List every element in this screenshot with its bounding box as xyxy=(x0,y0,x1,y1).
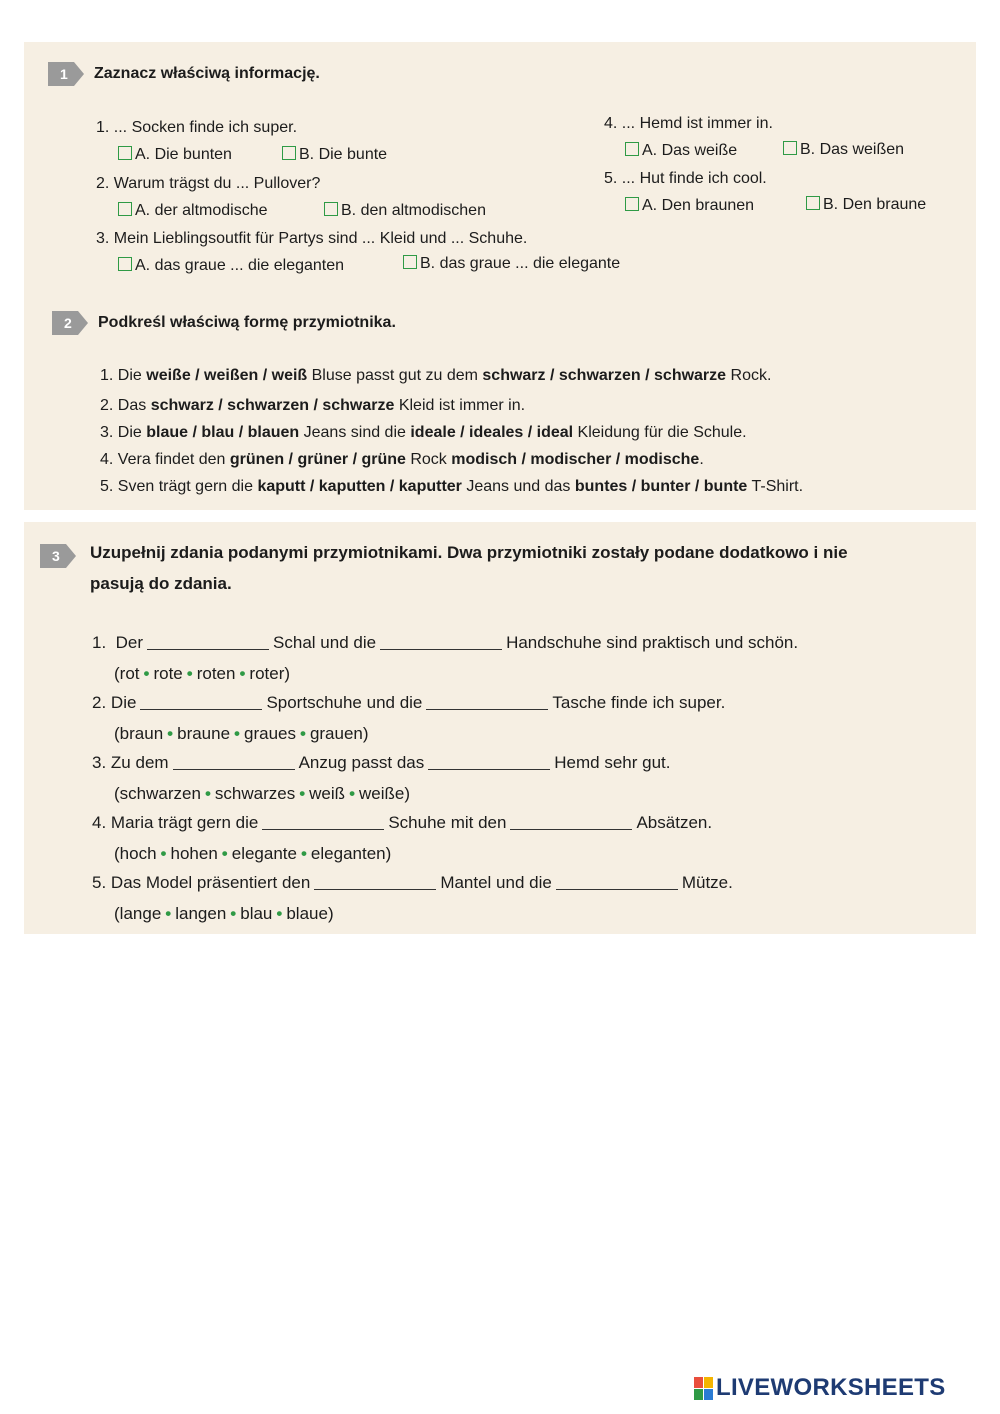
checkbox-icon[interactable] xyxy=(324,202,338,216)
ex1-q3-option-a[interactable]: A. das graue ... die eleganten xyxy=(118,255,344,277)
exercise-3-badge xyxy=(40,544,76,568)
ex3-s2-blank-1[interactable] xyxy=(140,693,262,710)
exercise-1-badge xyxy=(48,62,84,86)
ex2-s5-choice-2[interactable]: buntes / bunter / bunte xyxy=(574,478,748,495)
ex2-sentence-2: 2. Das schwarz / schwarzen / schwarze Kleid ist immer in. xyxy=(100,397,526,414)
ex3-sentence-2: 2. Die Sportschuhe und die Tasche finde ich super. xyxy=(92,693,726,712)
ex1-q1-option-b[interactable]: B. Die bunte xyxy=(282,144,387,166)
ex1-q2-option-b[interactable]: B. den altmodischen xyxy=(324,200,486,222)
checkbox-icon[interactable] xyxy=(118,202,132,216)
ex2-s3-choice-2[interactable]: ideale / ideales / ideal xyxy=(410,424,574,441)
ex3-s5-blank-1[interactable] xyxy=(314,873,436,890)
checkbox-icon[interactable] xyxy=(806,196,820,210)
ex3-s1-blank-1[interactable] xyxy=(147,633,269,650)
ex1-q5-option-b[interactable]: B. Den braune xyxy=(806,194,926,216)
ex2-s4-choice-1[interactable]: grünen / grüner / grüne xyxy=(229,451,406,468)
checkbox-icon[interactable] xyxy=(625,197,639,211)
ex3-sentence-1: 1. Der Schal und die Handschuhe sind praktisch und schön. xyxy=(92,633,799,652)
ex1-question-2: 2. Warum trägst du ... Pullover? xyxy=(96,175,321,192)
exercise-2-title: Podkreśl właściwą formę przymiotnika. xyxy=(98,314,396,331)
ex1-question-3: 3. Mein Lieblingsoutfit für Partys sind ... Kleid und ... Schuhe. xyxy=(96,230,528,247)
ex2-sentence-5: 5. Sven trägt gern die kaputt / kaputten / kaputter Jeans und das buntes / bunter / bunte T-Shirt. xyxy=(100,478,804,495)
ex1-q4-option-b[interactable]: B. Das weißen xyxy=(783,139,904,161)
ex2-s1-choice-2[interactable]: schwarz / schwarzen / schwarze xyxy=(482,367,727,384)
ex3-s5-blank-2[interactable] xyxy=(556,873,678,890)
ex3-s3-blank-2[interactable] xyxy=(428,753,550,770)
exercise-1-number: 1 xyxy=(60,66,68,82)
exercise-2-badge xyxy=(52,311,88,335)
ex3-s1-blank-2[interactable] xyxy=(380,633,502,650)
exercise-3-title-line-1: Uzupełnij zdania podanymi przymiotnikami. Dwa przymiotniki zostały podane dodatkowo i nie xyxy=(90,543,848,562)
checkbox-icon[interactable] xyxy=(403,255,417,269)
checkbox-icon[interactable] xyxy=(282,146,296,160)
ex3-sentence-5: 5. Das Model präsentiert den Mantel und die Mütze. xyxy=(92,873,733,892)
checkbox-icon[interactable] xyxy=(625,142,639,156)
ex3-s3-blank-1[interactable] xyxy=(173,753,295,770)
ex2-s4-choice-2[interactable]: modisch / modischer / modische xyxy=(451,451,700,468)
exercise-1-title: Zaznacz właściwą informację. xyxy=(94,65,320,82)
checkbox-icon[interactable] xyxy=(783,141,797,155)
ex2-sentence-1: 1. Die weiße / weißen / weiß Bluse passt gut zu dem schwarz / schwarzen / schwarze Rock. xyxy=(100,367,772,384)
checkbox-icon[interactable] xyxy=(118,257,132,271)
ex2-s1-choice-1[interactable]: weiße / weißen / weiß xyxy=(146,367,308,384)
ex2-s5-choice-1[interactable]: kaputt / kaputten / kaputter xyxy=(257,478,462,495)
ex1-q5-option-a[interactable]: A. Den braunen xyxy=(625,195,754,217)
ex3-s4-blank-1[interactable] xyxy=(262,813,384,830)
ex3-hint-1: (rot • rote • roten • roter) xyxy=(114,664,291,683)
ex3-hint-2: (braun • braune • graues • grauen) xyxy=(114,724,369,743)
ex1-question-1: 1. ... Socken finde ich super. xyxy=(96,119,298,136)
exercise-3-number: 3 xyxy=(52,548,60,564)
ex1-q3-option-b[interactable]: B. das graue ... die elegante xyxy=(403,253,620,275)
ex1-q1-option-a[interactable]: A. Die bunten xyxy=(118,144,232,166)
ex2-s2-choice-1[interactable]: schwarz / schwarzen / schwarze xyxy=(150,397,395,414)
ex1-question-5: 5. ... Hut finde ich cool. xyxy=(604,170,767,187)
ex1-q4-option-a[interactable]: A. Das weiße xyxy=(625,140,737,162)
ex3-s2-blank-2[interactable] xyxy=(426,693,548,710)
ex3-hint-4: (hoch • hohen • elegante • eleganten) xyxy=(114,844,392,863)
ex2-sentence-4: 4. Vera findet den grünen / grüner / grüne Rock modisch / modischer / modische. xyxy=(100,451,704,468)
ex2-sentence-3: 3. Die blaue / blau / blauen Jeans sind die ideale / ideales / ideal Kleidung für die Schule. xyxy=(100,424,747,441)
ex3-hint-3: (schwarzen • schwarzes • weiß • weiße) xyxy=(114,784,411,803)
ex3-sentence-4: 4. Maria trägt gern die Schuhe mit den Absätzen. xyxy=(92,813,713,832)
ex1-q2-option-a[interactable]: A. der altmodische xyxy=(118,200,268,222)
liveworksheets-logo-text: LIVEWORKSHEETS xyxy=(716,1374,946,1401)
exercise-3-title-line-2: pasują do zdania. xyxy=(90,574,232,593)
ex2-s3-choice-1[interactable]: blaue / blau / blauen xyxy=(146,424,300,441)
ex1-question-4: 4. ... Hemd ist immer in. xyxy=(604,115,773,132)
ex3-s4-blank-2[interactable] xyxy=(510,813,632,830)
checkbox-icon[interactable] xyxy=(118,146,132,160)
ex3-hint-5: (lange • langen • blau • blaue) xyxy=(114,904,334,923)
exercise-2-number: 2 xyxy=(64,315,72,331)
ex3-sentence-3: 3. Zu dem Anzug passt das Hemd sehr gut. xyxy=(92,753,671,772)
liveworksheets-logo-icon xyxy=(694,1376,714,1402)
